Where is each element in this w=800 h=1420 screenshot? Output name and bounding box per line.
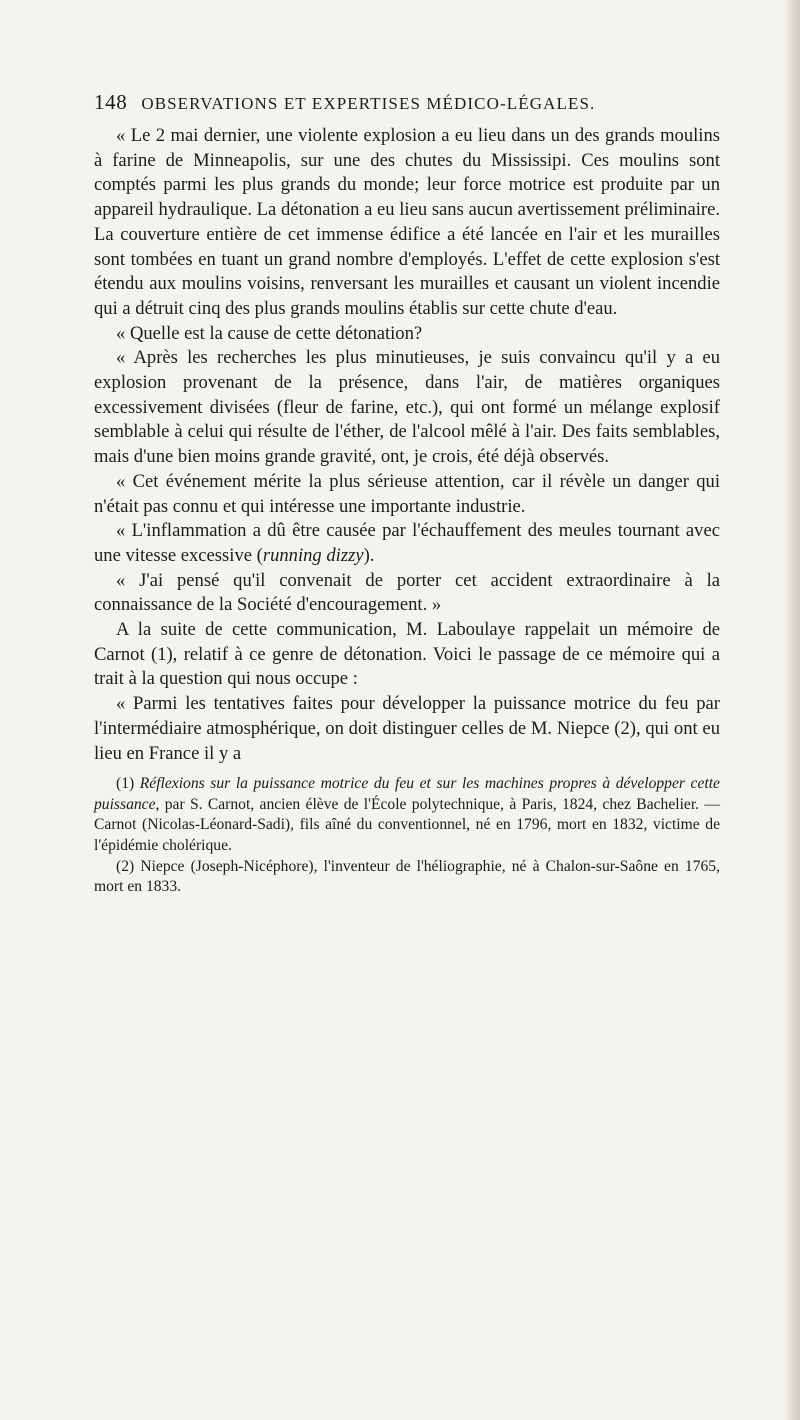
paragraph-laboulaye: A la suite de cette communication, M. Laboulaye rappelait un mémoire de Carnot (1), relatif à ce genre de détonation. Voici le passage de ce mémoire qui a trait à la question qui nous occupe : [94,619,720,690]
paragraph-cause-analysis: « Après les recherches les plus minutieuses, je suis convaincu qu'il y a eu explosion provenant de la présence, dans l'air, de matières organiques excessivement divisées (fleur de farine, etc.), qui ont formé un mélange explosif semblable à celui qui résulte de l'éther, de l'alcool mêlé à l'air. Des faits semblables, mais d'une bien moins grande gravité, ont, je crois, été déjà observés. [94,347,720,468]
paragraph-carnot-quote: « Parmi les tentatives faites pour développer la puissance motrice du feu par l'intermédiaire atmosphérique, on doit distinguer celles de M. Niepce (2), qui ont eu lieu en France il y a [94,693,720,764]
inflammation-text: « L'inflammation a dû être causée par l'échauffement des meules tournant avec une vitesse excessive ( [94,520,720,566]
footnote-1-marker: (1) [116,775,140,793]
paragraph-inflammation [94,519,720,568]
footnote-1 [94,774,720,856]
footnote-2-marker: (2) [116,857,141,875]
footnotes [94,774,720,898]
running-header [94,90,720,122]
paragraph-danger: « Cet événement mérite la plus sérieuse attention, car il révèle un danger qui n'était pas connu et qui intéresse une importante industrie. [94,470,720,517]
footnote-1-title: Réflexions sur la puissance motrice du feu et sur les machines propres à développer cette puissance [94,775,720,813]
book-page [94,90,720,898]
page-number: 148 [94,90,128,114]
footnote-1-text: , par S. Carnot, ancien élève de l'École polytechnique, à Paris, 1824, chez Bachelier. — Carnot (Nicolas-Léonard-Sadi), fils aîné du conventionnel, né en 1796, mort en 1832, victime de l'épidémie cholérique. [94,795,720,855]
footnote-2 [94,857,720,898]
page-edge-shadow [786,0,800,1420]
footnote-2-text: Niepce (Joseph-Nicéphore), l'inventeur de l'héliographie, né à Chalon-sur-Saône en 1765, mort en 1833. [94,857,720,896]
paragraph-explosion-account: « Le 2 mai dernier, une violente explosion a eu lieu dans un des grands moulins à farine de Minneapolis, sur une des chutes du Mississipi. Ces moulins sont comptés parmi les plus grands du monde; leur force motrice est produite par un appareil hydraulique. La détonation a eu lieu sans aucun avertissement préliminaire. La couverture entière de cet immense édifice a été lancée en l'air et les murailles sont tombées en tuant un grand nombre d'employés. L'effet de cette explosion s'est étendu aux moulins voisins, renversant les murailles et causant un violent incendie qui a détruit cinq des plus grands moulins établis sur cette chute d'eau. [94,125,720,319]
body-text [94,124,720,766]
running-title: OBSERVATIONS ET EXPERTISES MÉDICO-LÉGALES. [141,94,596,113]
paragraph-question: « Quelle est la cause de cette détonation? [116,322,423,344]
inflammation-text-end: ). [363,544,375,566]
inflammation-italic-term: running dizzy [262,544,364,566]
paragraph-society: « J'ai pensé qu'il convenait de porter cet accident extraordinaire à la connaissance de la Société d'encouragement. » [94,569,720,616]
